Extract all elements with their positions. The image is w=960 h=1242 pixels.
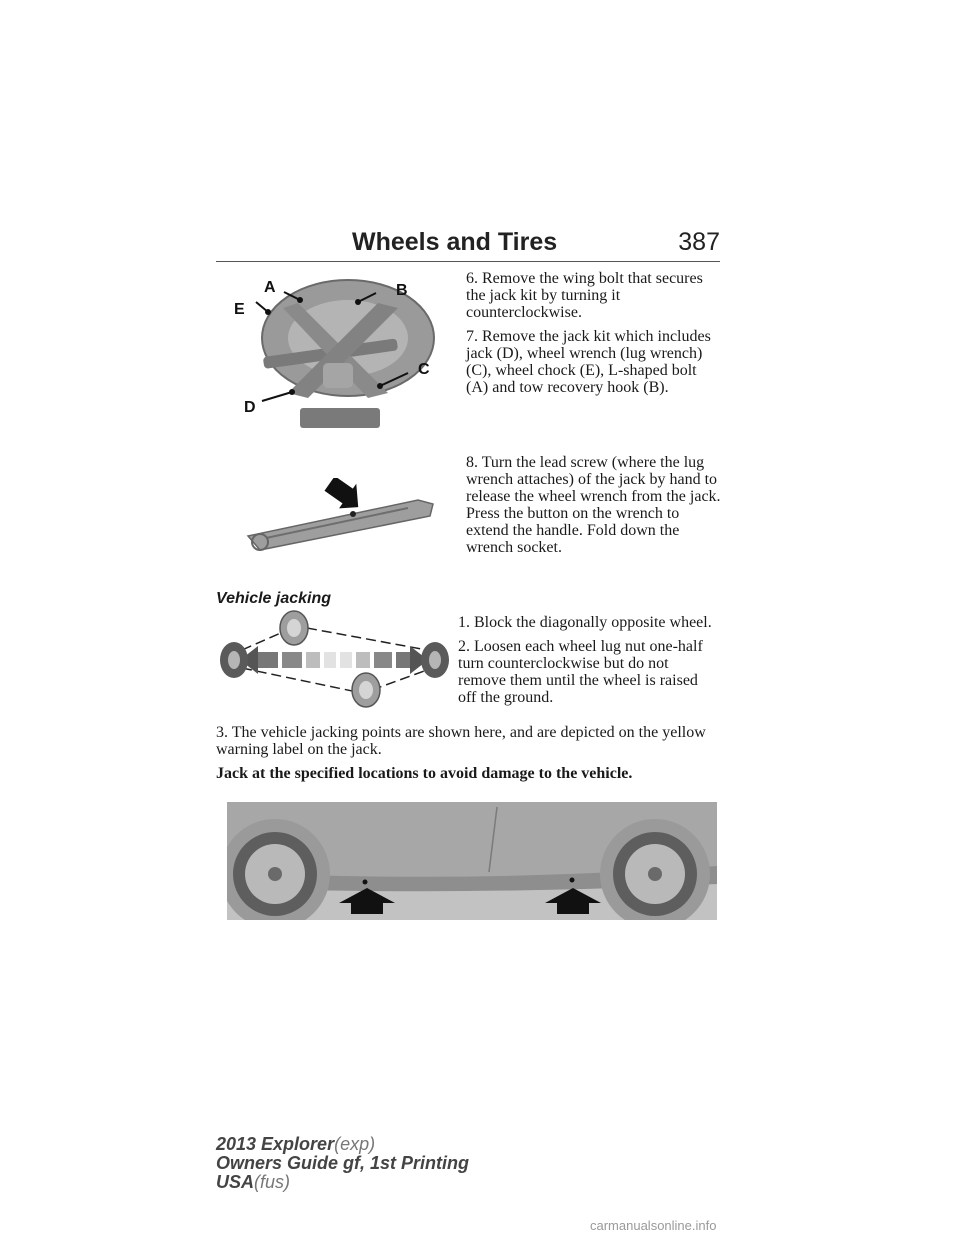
step-8-block (466, 454, 722, 563)
step-8: 8. Turn the lead screw (where the lug wrench attaches) of the jack by hand to release the wheel wrench from the jack. Press the button on the wrench to extend the handle. Fold down the wrench socket. (466, 454, 721, 556)
callout-e: E (234, 301, 245, 318)
footer-market-code: (fus) (254, 1172, 291, 1192)
footer-market: USA (216, 1172, 255, 1192)
jacking-steps-1-2 (458, 614, 720, 713)
jacking-step-1: 1. Block the diagonally opposite wheel. (458, 614, 712, 631)
callout-c: C (418, 361, 430, 378)
jacking-step-3-block (216, 724, 726, 789)
jack-kit-illustration (228, 268, 453, 433)
watermark: carmanualsonline.info (590, 1218, 717, 1233)
callout-d: D (244, 399, 256, 416)
header-rule (216, 261, 720, 262)
subheading-vehicle-jacking: Vehicle jacking (216, 590, 332, 607)
page-number: 387 (678, 228, 720, 256)
footer-model-code: (exp) (334, 1134, 376, 1154)
steps-6-7 (466, 270, 722, 403)
wrench-illustration (238, 478, 438, 553)
push-button-arrow-icon (321, 478, 369, 517)
footer-model: 2013 Explorer (216, 1134, 335, 1154)
step-6: 6. Remove the wing bolt that secures the jack kit by turning it counterclockwise. (466, 270, 703, 321)
jacking-step-3: 3. The vehicle jacking points are shown here, and are depicted on the yellow warning label on the jack. (216, 724, 706, 758)
section-title: Wheels and Tires (352, 228, 558, 256)
step-7: 7. Remove the jack kit which includes jack (D), wheel wrench (lug wrench) (C), wheel chock (E), L-shaped bolt (A) and tow recovery hook (B). (466, 328, 711, 396)
footer (216, 1135, 469, 1192)
jacking-step-2: 2. Loosen each wheel lug nut one-half turn counterclockwise but do not remove them until the wheel is raised off the ground. (458, 638, 703, 706)
callout-b: B (396, 282, 408, 299)
jacking-warning: Jack at the specified locations to avoid damage to the vehicle. (216, 765, 633, 782)
callout-a: A (264, 279, 276, 296)
wheel-chock-diagram (212, 610, 457, 712)
footer-guide: Owners Guide gf, 1st Printing (216, 1153, 470, 1173)
vehicle-jacking-points-illustration (227, 802, 717, 920)
